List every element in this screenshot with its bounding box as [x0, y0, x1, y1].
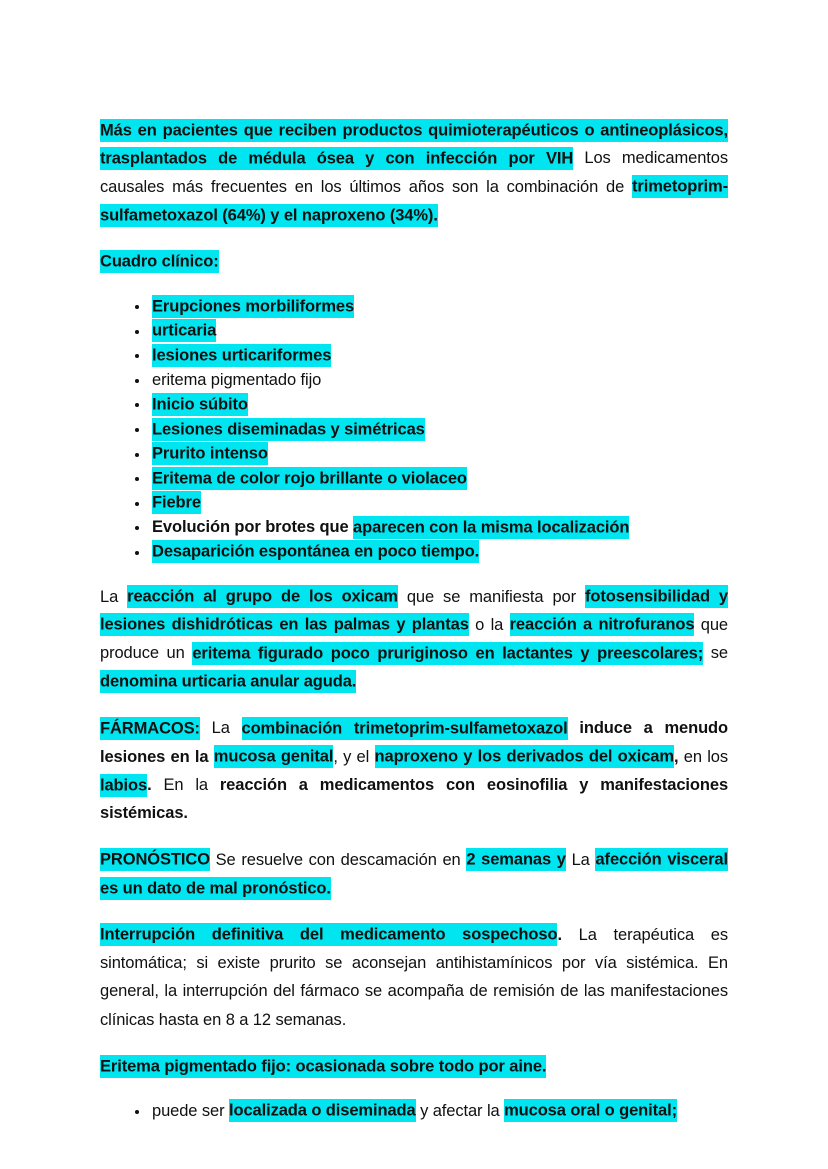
- paragraph: [100, 116, 728, 230]
- list-item: [150, 417, 728, 442]
- highlighted-text-run: labios: [100, 774, 147, 797]
- text-run: y afectar la: [415, 1101, 505, 1120]
- list-item: [150, 491, 728, 516]
- list-item: [150, 515, 728, 540]
- highlighted-text-run: combinación trimetoprim-sulfametoxazol: [242, 717, 568, 740]
- highlighted-text-run: naproxeno y los derivados del oxicam: [375, 745, 674, 768]
- text-run: ,: [673, 747, 684, 766]
- highlighted-text-run: Cuadro clínico:: [100, 250, 219, 273]
- text-run: induce a menudo lesiones en la: [100, 719, 729, 766]
- list-item: [150, 540, 728, 565]
- highlighted-text-run: Más en pacientes que reciben productos quimioterapéuticos o antineoplásicos, trasplantados de médula ósea y con infección por VIH: [100, 119, 728, 170]
- list-item: [150, 294, 728, 319]
- highlighted-text-run: localizada o diseminada: [229, 1099, 416, 1122]
- highlighted-text-run: afección visceral es un dato de mal pronóstico.: [100, 848, 728, 899]
- text-run: reacción a medicamentos con eosinofilia y manifestaciones sistémicas.: [100, 776, 729, 823]
- text-run: eritema pigmentado fijo: [152, 370, 322, 389]
- highlighted-text-run: Eritema pigmentado fijo: ocasionada sobre todo por aine.: [100, 1055, 546, 1078]
- list-item: [150, 466, 728, 491]
- highlighted-text-run: fotosensibilidad y lesiones dishidróticas en las palmas y plantas: [100, 585, 728, 636]
- text-run: En la: [163, 776, 220, 794]
- highlighted-text-run: aparecen con la misma localización: [353, 516, 629, 539]
- highlighted-text-run: urticaria: [152, 319, 216, 342]
- highlighted-text-run: Prurito intenso: [152, 442, 268, 465]
- text-run: La: [199, 719, 242, 738]
- text-run: La: [100, 587, 128, 606]
- bullet-list: [100, 1099, 728, 1124]
- highlighted-text-run: Inicio súbito: [152, 393, 248, 416]
- list-item: [150, 368, 728, 393]
- highlighted-text-run: Interrupción definitiva del medicamento sospechoso: [100, 923, 557, 946]
- paragraph: [100, 248, 728, 276]
- document-body: [100, 116, 728, 1123]
- highlighted-text-run: mucosa genital: [214, 745, 334, 768]
- text-run: La: [565, 850, 596, 869]
- text-run: Los medicamentos causales más frecuentes en los últimos años son la combinación de: [100, 149, 729, 196]
- highlighted-text-run: PRONÓSTICO: [100, 848, 210, 871]
- paragraph: [100, 583, 728, 697]
- highlighted-text-run: lesiones urticariformes: [152, 344, 331, 367]
- highlighted-text-run: Desaparición espontánea en poco tiempo.: [152, 540, 479, 563]
- highlighted-text-run: trimetoprim-sulfametoxazol (64%) y el naproxeno (34%).: [100, 175, 728, 226]
- text-run: que se manifiesta por: [397, 587, 586, 606]
- highlighted-text-run: 2 semanas y: [466, 848, 566, 871]
- text-run: .: [557, 925, 579, 944]
- list-item: [150, 1099, 728, 1124]
- text-run: se: [703, 644, 728, 663]
- highlighted-text-run: reacción al grupo de los oxicam: [127, 585, 398, 608]
- text-run: que produce un: [100, 615, 729, 663]
- list-item: [150, 392, 728, 417]
- list-item: [150, 442, 728, 467]
- paragraph: [100, 714, 728, 828]
- text-run: puede ser: [152, 1101, 229, 1120]
- paragraph: [100, 846, 728, 903]
- paragraph: [100, 1052, 728, 1080]
- paragraph: [100, 921, 728, 1035]
- highlighted-text-run: reacción a nitrofuranos: [510, 613, 695, 636]
- text-run: en los: [683, 747, 728, 766]
- highlighted-text-run: Fiebre: [152, 491, 201, 514]
- bullet-list: [100, 294, 728, 565]
- highlighted-text-run: Erupciones morbiliformes: [152, 295, 354, 318]
- list-item: [150, 343, 728, 368]
- highlighted-text-run: Lesiones diseminadas y simétricas: [152, 418, 425, 441]
- highlighted-text-run: mucosa oral o genital;: [504, 1099, 677, 1122]
- text-run: .: [147, 776, 164, 794]
- text-run: , y el: [333, 747, 375, 766]
- text-run: Evolución por brotes que: [152, 518, 354, 537]
- list-item: [150, 319, 728, 344]
- highlighted-text-run: FÁRMACOS:: [100, 717, 200, 740]
- highlighted-text-run: denomina urticaria anular aguda.: [100, 670, 356, 693]
- highlighted-text-run: eritema figurado poco pruriginoso en lactantes y preescolares;: [192, 642, 703, 665]
- text-run: o la: [468, 615, 510, 634]
- highlighted-text-run: Eritema de color rojo brillante o violaceo: [152, 467, 467, 490]
- text-run: Se resuelve con descamación en: [209, 850, 467, 869]
- text-run: La terapéutica es sintomática; si existe prurito se aconsejan antihistamínicos por vía sistémica. En general, la interrupción del fármaco se acompaña de remisión de las manifestaciones clínicas hasta en 8 a 12 semanas.: [100, 925, 728, 1029]
